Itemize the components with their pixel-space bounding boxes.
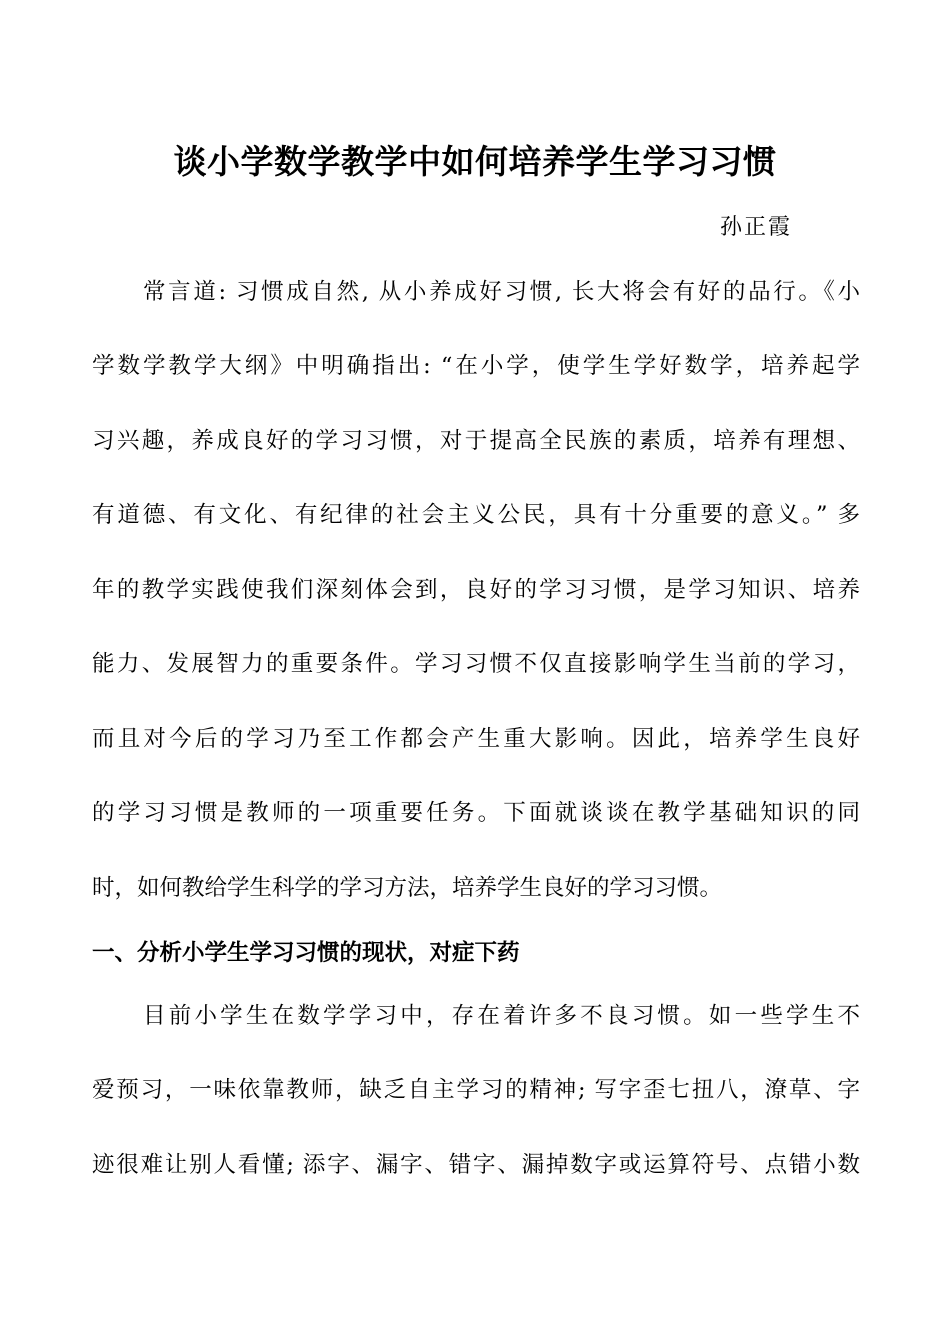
paragraph1-line-5: 年的教学实践使我们深刻体会到，良好的学习习惯，是学习知识、培养 [92,577,860,603]
paragraph1-line-1: 常言道: 习惯成自然, 从小养成好习惯, 长大将会有好的品行。《小 [143,279,860,305]
section-heading-1: 一、分析小学生学习习惯的现状，对症下药 [92,940,520,966]
paragraph1-line-7: 而且对今后的学习乃至工作都会产生重大影响。因此，培养学生良好 [92,726,860,752]
paragraph1-line-6: 能力、发展智力的重要条件。学习习惯不仅直接影响学生当前的学习， [92,651,860,677]
paragraph1-line-2: 学数学教学大纲》中明确指出: “在小学，使学生学好数学，培养起学 [92,353,860,379]
paragraph1-line-3: 习兴趣，养成良好的学习习惯，对于提高全民族的素质，培养有理想、 [92,428,860,454]
document-title: 谈小学数学教学中如何培养学生学习习惯 [173,142,777,181]
author-name: 孙正霞 [719,215,792,240]
paragraph1-line-9: 时，如何教给学生科学的学习方法，培养学生良好的学习习惯。 [92,875,723,901]
paragraph2-line-2: 爱预习，一味依靠教师，缺乏自主学习的精神; 写字歪七扭八，潦草、字 [92,1077,860,1103]
paragraph1-line-8: 的学习习惯是教师的一项重要任务。下面就谈谈在教学基础知识的同 [92,800,860,826]
paragraph2-line-3: 迹很难让别人看懂; 添字、漏字、错字、漏掉数字或运算符号、点错小数 [92,1152,860,1178]
paragraph2-line-1: 目前小学生在数学学习中，存在着许多不良习惯。如一些学生不 [143,1003,860,1029]
paragraph1-line-4: 有道德、有文化、有纪律的社会主义公民，具有十分重要的意义。” 多 [92,502,860,528]
